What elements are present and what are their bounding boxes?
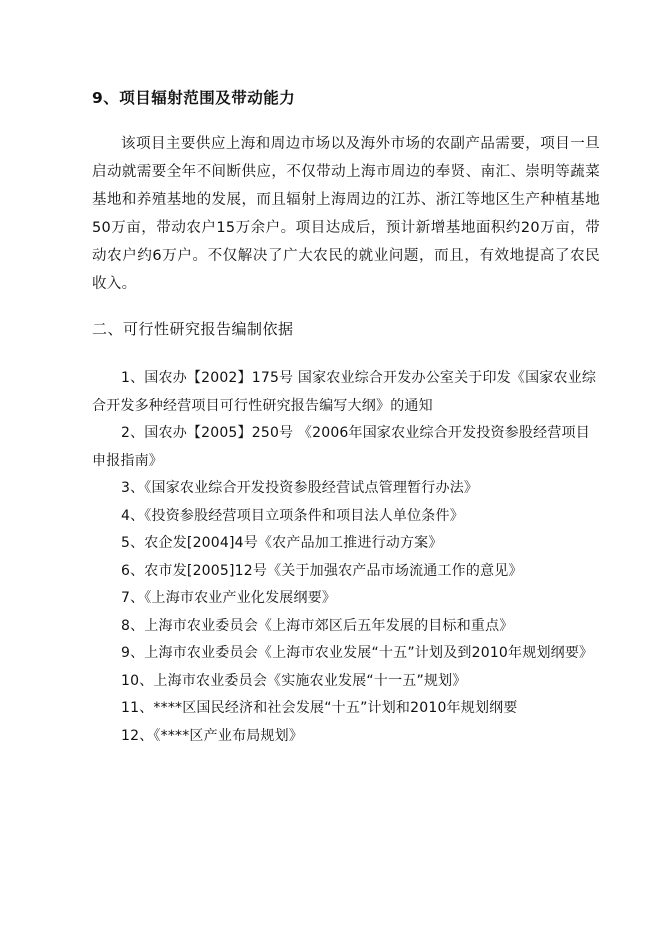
reference-item-2: 2、国农办【2005】250号 《2006年国家农业综合开发投资参股经营项目申报指南》: [92, 425, 590, 469]
reference-item-3: 3、《国家农业综合开发投资参股经营试点管理暂行办法》: [121, 480, 479, 496]
reference-item-11: 11、****区国民经济和社会发展“十五”计划和2010年规划纲要: [121, 700, 518, 716]
reference-item-6: 6、农市发[2005]12号《关于加强农产品市场流通工作的意见》: [121, 562, 523, 579]
reference-item-1: 1、国农办【2002】175号 国家农业综合开发办公室关于印发《国家农业综合开发多种经营项目可行性研究报告编写大纲》的通知: [92, 370, 597, 414]
reference-item-8: 8、上海市农业委员会《上海市郊区后五年发展的目标和重点》: [121, 617, 514, 634]
reference-item-7: 7、《上海市农业产业化发展纲要》: [121, 590, 337, 606]
body-paragraph: 该项目主要供应上海和周边市场以及海外市场的农副产品需要，项目一旦启动就需要全年不间断供应，不仅带动上海市周边的奉贤、南汇、崇明等蔬菜基地和养殖基地的发展，而且辐射上海周边的江苏、浙江等地区生产种植基地50万亩，带动农户15万余户。项目达成后，预计新增基地面积约20万亩，带动农户约6万户。不仅解决了广大农民的就业问题，而且，有效地提高了农民收入。: [92, 136, 600, 292]
reference-item-9: 9、上海市农业委员会《上海市农业发展“十五”计划及到2010年规划纲要》: [121, 645, 594, 661]
reference-item-5: 5、农企发[2004]4号《农产品加工推进行动方案》: [121, 535, 443, 551]
section-heading: 9、项目辐射范围及带动能力: [92, 89, 296, 107]
chapter-heading: 二、可行性研究报告编制依据: [92, 320, 294, 338]
reference-item-4: 4、《投资参股经营项目立项条件和项目法人单位条件》: [121, 507, 464, 524]
reference-item-12: 12、《****区产业布局规划》: [121, 727, 304, 744]
reference-list: [92, 365, 604, 750]
reference-item-10: 10、上海市农业委员会《实施农业发展“十一五”规划》: [121, 672, 467, 689]
